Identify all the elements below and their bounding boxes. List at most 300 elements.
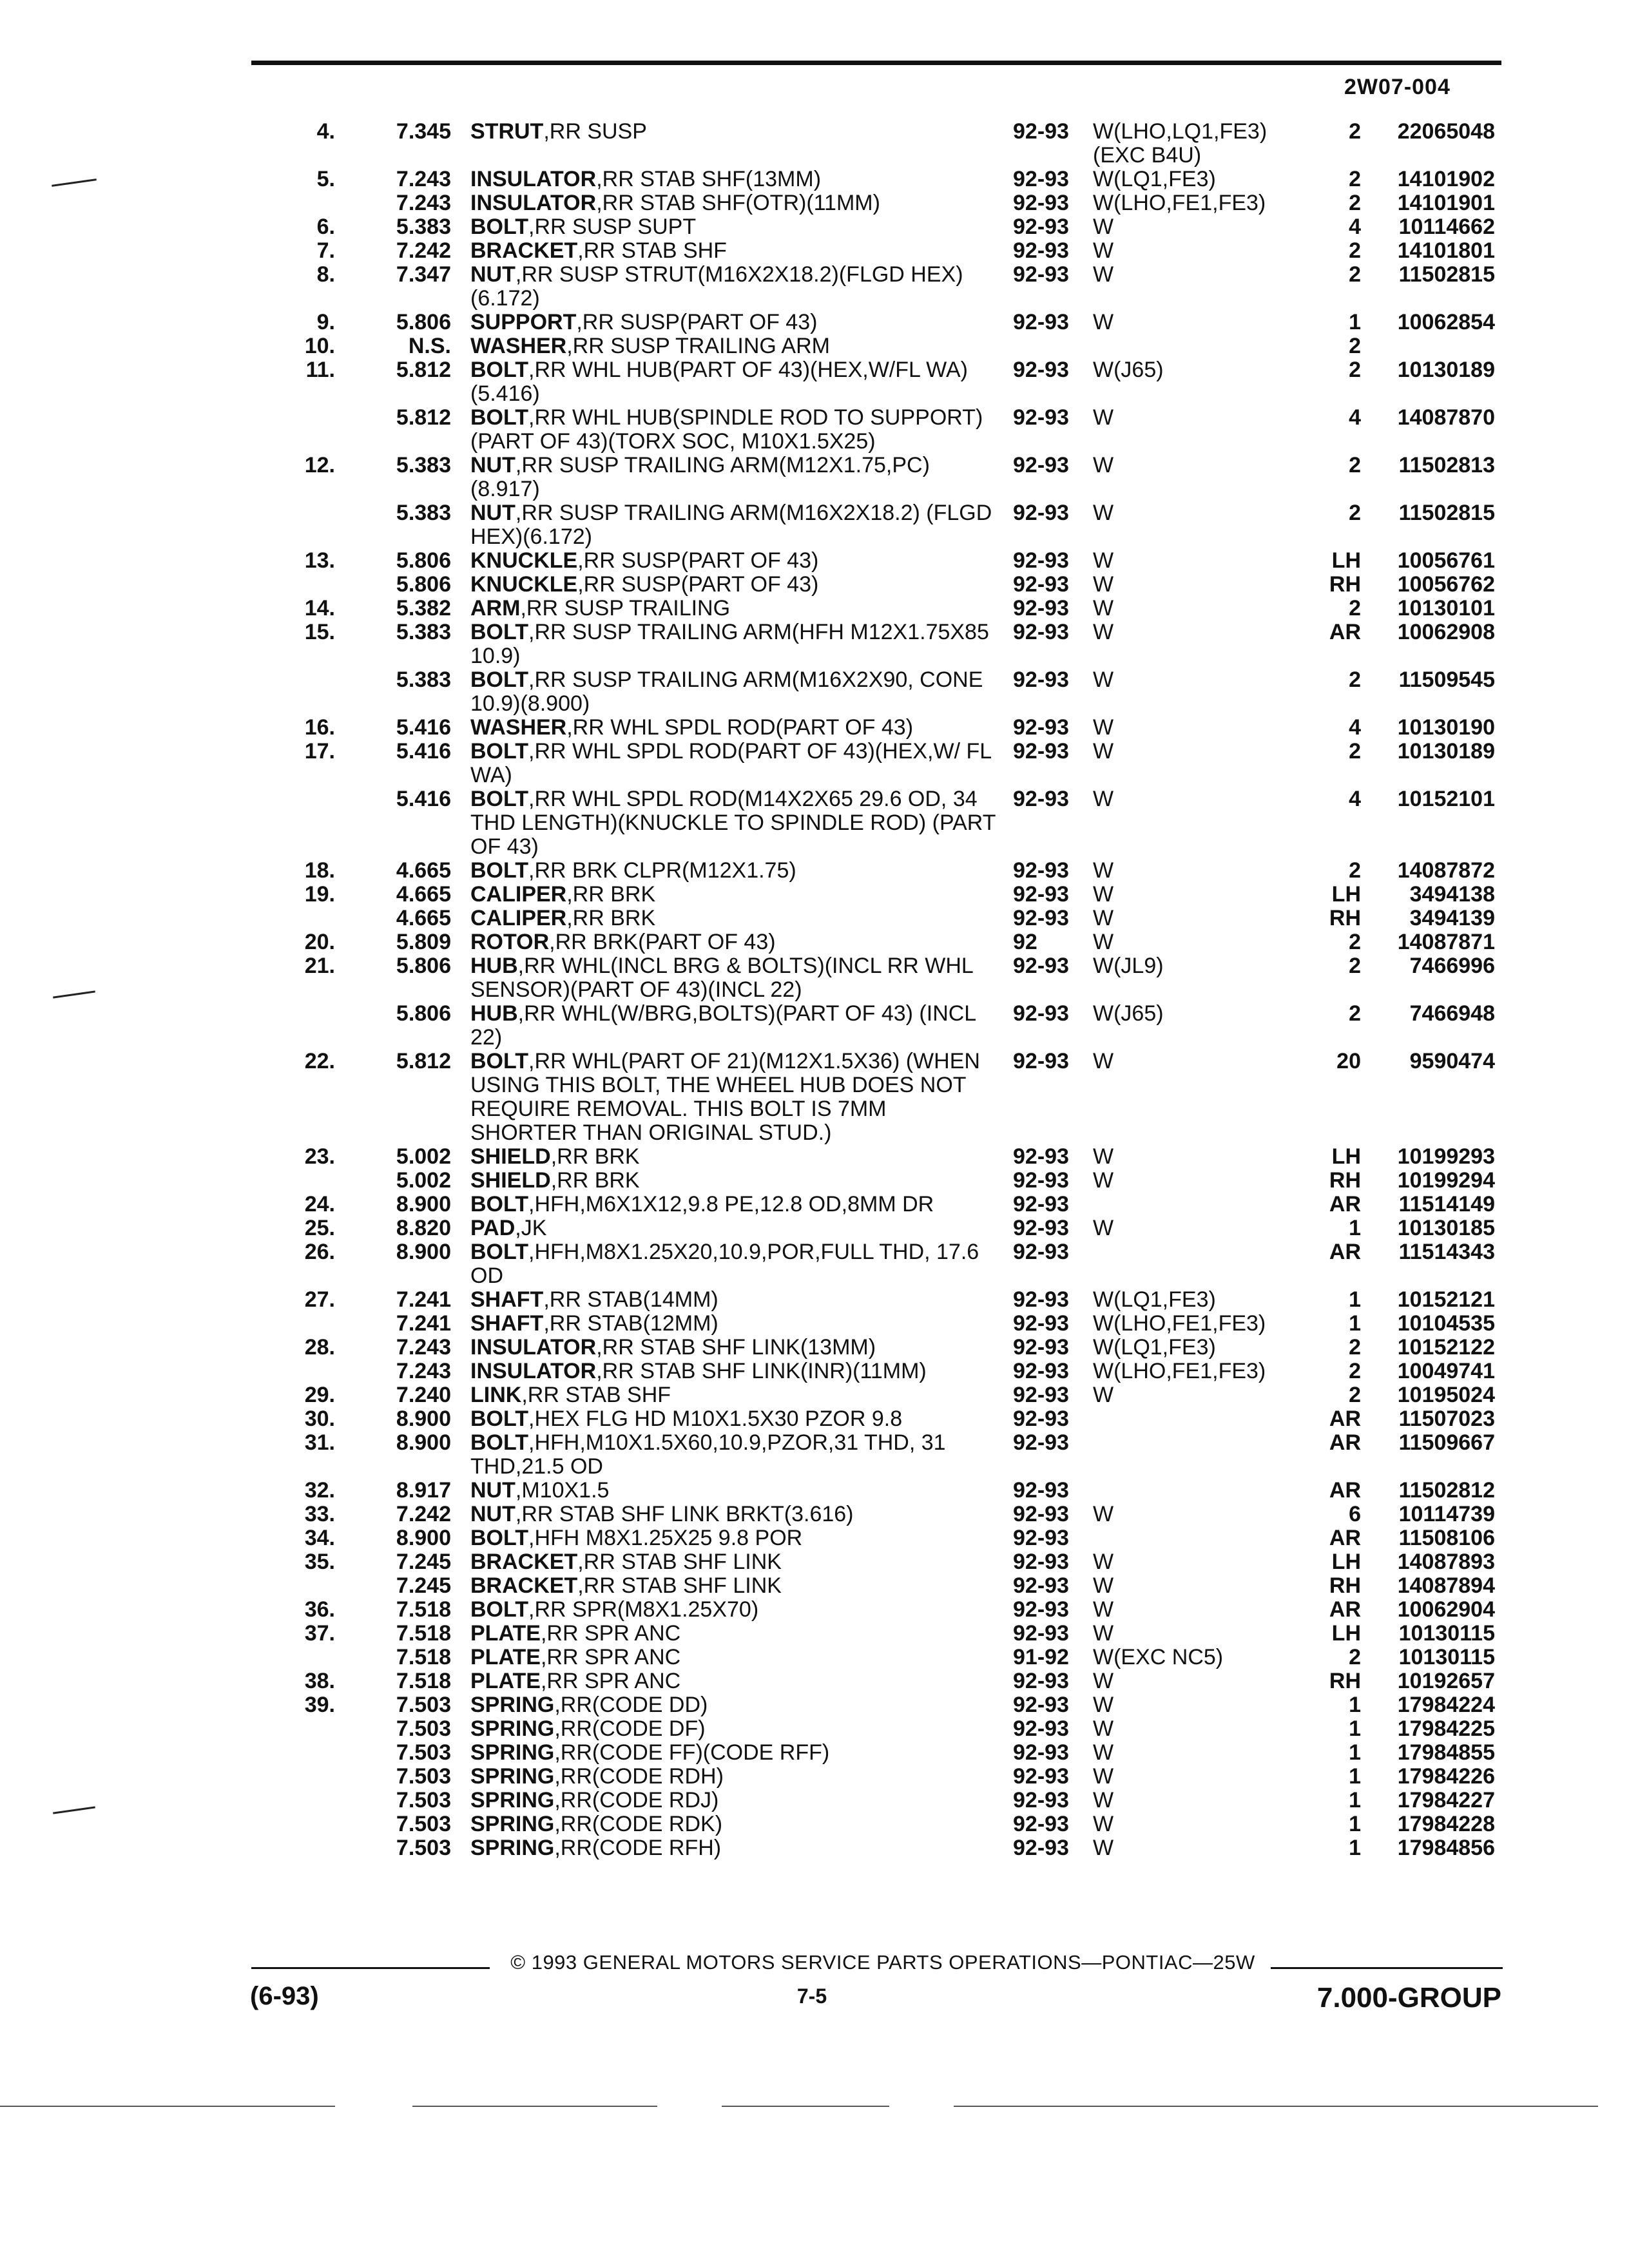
part-name: HUB — [470, 954, 518, 978]
part-number: 22065048 — [1397, 119, 1495, 144]
usage-code: W — [1093, 668, 1114, 692]
part-description — [470, 120, 999, 144]
group-number: 7.245 — [396, 1573, 451, 1598]
part-row — [0, 1717, 1629, 1741]
page-code: 2W07-004 — [1344, 75, 1451, 99]
part-row — [0, 1050, 1629, 1145]
part-name: SUPPORT — [470, 310, 577, 334]
group-number: 5.806 — [396, 548, 451, 573]
ref-number: 35. — [304, 1550, 335, 1574]
ref-number: 17. — [304, 739, 335, 764]
ref-number: 34. — [304, 1526, 335, 1550]
ref-number: 19. — [304, 882, 335, 907]
part-number: 14087872 — [1397, 858, 1495, 883]
part-number: 17984856 — [1397, 1836, 1495, 1860]
part-name: BRACKET — [470, 1573, 578, 1598]
quantity: 4 — [1349, 787, 1361, 811]
part-number: 10049741 — [1397, 1359, 1495, 1383]
model-years: 92-93 — [1013, 119, 1069, 144]
usage-code: W — [1093, 1383, 1114, 1407]
part-name: NUT — [470, 501, 516, 525]
part-name: BOLT — [470, 668, 529, 692]
group-number: 7.503 — [396, 1693, 451, 1717]
group-number: 4.665 — [396, 882, 451, 907]
quantity: 2 — [1349, 596, 1361, 620]
part-number: 10192657 — [1397, 1669, 1495, 1693]
part-row — [0, 215, 1629, 239]
group-number: 5.383 — [396, 668, 451, 692]
quantity: LH — [1331, 1621, 1361, 1646]
quantity: RH — [1329, 1669, 1361, 1693]
part-detail: ,RR BRK(PART OF 43) — [549, 930, 776, 954]
part-detail: ,RR STAB SHF — [521, 1383, 671, 1407]
part-description — [470, 907, 999, 930]
usage-code: W — [1093, 715, 1114, 740]
part-detail: ,RR SUSP STRUT(M16X2X18.2)(FLGD HEX)(6.172) — [470, 262, 963, 311]
part-name: KNUCKLE — [470, 572, 578, 597]
group-number: 8.820 — [396, 1216, 451, 1240]
quantity: 2 — [1349, 1359, 1361, 1383]
part-name: LINK — [470, 1383, 522, 1407]
usage-code: W — [1093, 787, 1114, 811]
quantity: 2 — [1349, 1645, 1361, 1669]
group-number: 7.241 — [396, 1287, 451, 1312]
quantity: 2 — [1349, 167, 1361, 191]
part-detail: ,RR STAB(12MM) — [543, 1311, 718, 1336]
usage-code: W — [1093, 739, 1114, 764]
footer-rule-left — [251, 1967, 490, 1969]
quantity: 1 — [1349, 1693, 1361, 1717]
ref-number: 10. — [304, 334, 335, 358]
part-description — [470, 1765, 999, 1789]
usage-code: W(J65) — [1093, 358, 1164, 382]
group-number: 5.002 — [396, 1144, 451, 1169]
part-name: WASHER — [470, 334, 567, 358]
model-years: 92-93 — [1013, 405, 1069, 430]
part-description — [470, 1288, 999, 1312]
part-number: 14087870 — [1397, 405, 1495, 430]
usage-code: W(LHO,FE1,FE3) — [1093, 1311, 1266, 1336]
model-years: 92-93 — [1013, 1240, 1069, 1264]
ref-number: 26. — [304, 1240, 335, 1264]
part-detail: ,RR BRK — [550, 1144, 640, 1169]
part-detail: ,HFH,M6X1X12,9.8 PE,12.8 OD,8MM DR — [528, 1192, 934, 1216]
model-years: 92-93 — [1013, 1788, 1069, 1812]
quantity: LH — [1331, 882, 1361, 907]
part-row — [0, 1360, 1629, 1383]
quantity: RH — [1329, 1168, 1361, 1193]
part-detail: ,RR SPR ANC — [540, 1669, 681, 1693]
part-description — [470, 1312, 999, 1336]
group-number: 7.242 — [396, 238, 451, 263]
part-row — [0, 454, 1629, 501]
usage-code: W — [1093, 906, 1114, 930]
model-years: 92-93 — [1013, 1669, 1069, 1693]
model-years: 92-93 — [1013, 1812, 1069, 1836]
part-row — [0, 1336, 1629, 1360]
ref-number: 39. — [304, 1693, 335, 1717]
usage-code: W(LHO,FE1,FE3) — [1093, 191, 1266, 215]
part-description — [470, 1169, 999, 1193]
part-row — [0, 954, 1629, 1002]
model-years: 92-93 — [1013, 1550, 1069, 1574]
quantity: 2 — [1349, 119, 1361, 144]
quantity: AR — [1329, 1240, 1361, 1264]
footer-copyright: © 1993 GENERAL MOTORS SERVICE PARTS OPERATIONS—PONTIAC—25W — [510, 1951, 1255, 1974]
group-number: 7.345 — [396, 119, 451, 144]
part-description — [470, 1622, 999, 1646]
part-description — [470, 620, 999, 668]
part-description — [470, 1479, 999, 1503]
model-years: 92-93 — [1013, 1430, 1069, 1455]
part-description — [470, 334, 999, 358]
part-row — [0, 1216, 1629, 1240]
part-number: 11508106 — [1398, 1526, 1495, 1550]
quantity: 1 — [1349, 1740, 1361, 1765]
part-name: SPRING — [470, 1836, 555, 1860]
part-number: 11502815 — [1398, 262, 1495, 287]
quantity: LH — [1331, 1144, 1361, 1169]
part-detail: ,RR(CODE RFH) — [554, 1836, 722, 1860]
part-description — [470, 191, 999, 215]
usage-code: W — [1093, 548, 1114, 573]
model-years: 92-93 — [1013, 1144, 1069, 1169]
model-years: 92-93 — [1013, 548, 1069, 573]
group-number: 7.245 — [396, 1550, 451, 1574]
part-number: 10199293 — [1397, 1144, 1495, 1169]
usage-code: W — [1093, 1597, 1114, 1622]
group-number: 8.900 — [396, 1240, 451, 1264]
ref-number: 30. — [304, 1407, 335, 1431]
part-name: BOLT — [470, 358, 529, 382]
footer-rule-right — [1271, 1967, 1503, 1969]
part-description — [470, 787, 999, 859]
part-description — [470, 1789, 999, 1812]
usage-code: W — [1093, 262, 1114, 287]
part-detail: ,RR SUSP SUPT — [528, 215, 697, 239]
model-years: 92-93 — [1013, 1168, 1069, 1193]
part-number: 10104535 — [1397, 1311, 1495, 1336]
part-description — [470, 1336, 999, 1360]
quantity: 1 — [1349, 1788, 1361, 1812]
model-years: 91-92 — [1013, 1645, 1069, 1669]
part-description — [470, 454, 999, 501]
part-number: 7466948 — [1409, 1001, 1495, 1026]
part-name: BOLT — [470, 1597, 529, 1622]
model-years: 92-93 — [1013, 668, 1069, 692]
scan-line — [412, 2106, 657, 2107]
group-number: 8.900 — [396, 1430, 451, 1455]
quantity: 2 — [1349, 930, 1361, 954]
part-detail: ,RR(CODE RDK) — [554, 1812, 723, 1836]
part-row — [0, 1812, 1629, 1836]
quantity: 2 — [1349, 238, 1361, 263]
part-row — [0, 1789, 1629, 1812]
model-years: 92-93 — [1013, 262, 1069, 287]
group-number: 5.806 — [396, 954, 451, 978]
group-number: 8.917 — [396, 1478, 451, 1503]
part-name: CALIPER — [470, 906, 567, 930]
quantity: AR — [1329, 1192, 1361, 1216]
model-years: 92-93 — [1013, 954, 1069, 978]
quantity: 2 — [1349, 191, 1361, 215]
part-number: 10195024 — [1397, 1383, 1495, 1407]
model-years: 92-93 — [1013, 1407, 1069, 1431]
part-detail: ,RR SPR(M8X1.25X70) — [528, 1597, 759, 1622]
quantity: 20 — [1336, 1049, 1361, 1073]
model-years: 92-93 — [1013, 1836, 1069, 1860]
model-years: 92-93 — [1013, 1216, 1069, 1240]
quantity: 2 — [1349, 262, 1361, 287]
part-detail: ,RR WHL(PART OF 21)(M12X1.5X36) (WHEN USING THIS BOLT, THE WHEEL HUB DOES NOT REQUIRE REMOVAL. THIS BOLT IS 7MM SHORTER THAN ORIGINAL STUD.) — [470, 1049, 980, 1145]
usage-code: W — [1093, 405, 1114, 430]
part-row — [0, 406, 1629, 454]
part-row — [0, 907, 1629, 930]
part-description — [470, 597, 999, 620]
model-years: 92-93 — [1013, 1621, 1069, 1646]
footer-date: (6-93) — [250, 1982, 319, 2010]
model-years: 92-93 — [1013, 453, 1069, 477]
model-years: 92-93 — [1013, 167, 1069, 191]
part-description — [470, 573, 999, 597]
model-years: 92-93 — [1013, 882, 1069, 907]
usage-code: W — [1093, 596, 1114, 620]
quantity: AR — [1329, 1526, 1361, 1550]
quantity: 2 — [1349, 954, 1361, 978]
part-name: BOLT — [470, 405, 529, 430]
ref-number: 20. — [304, 930, 335, 954]
quantity: 2 — [1349, 1335, 1361, 1360]
part-detail: ,RR WHL HUB(PART OF 43)(HEX,W/FL WA)(5.416) — [470, 358, 968, 406]
part-detail: ,HFH M8X1.25X25 9.8 POR — [528, 1526, 803, 1550]
part-number: 10152101 — [1397, 787, 1495, 811]
model-years: 92 — [1013, 930, 1037, 954]
part-number: 17984227 — [1397, 1788, 1495, 1812]
ref-number: 25. — [304, 1216, 335, 1240]
part-number: 10130189 — [1397, 739, 1495, 764]
quantity: 2 — [1349, 739, 1361, 764]
part-description — [470, 1407, 999, 1431]
part-description — [470, 1431, 999, 1479]
model-years: 92-93 — [1013, 1335, 1069, 1360]
group-number: 5.812 — [396, 358, 451, 382]
part-name: SHAFT — [470, 1311, 544, 1336]
part-row — [0, 716, 1629, 740]
part-detail: ,RR STAB SHF LINK — [577, 1550, 782, 1574]
part-detail: ,RR SUSP(PART OF 43) — [577, 572, 819, 597]
part-row — [0, 859, 1629, 883]
part-detail: ,RR WHL SPDL ROD(PART OF 43)(HEX,W/ FL WA) — [470, 739, 991, 787]
part-number: 10062908 — [1397, 620, 1495, 644]
group-number: 7.503 — [396, 1740, 451, 1765]
part-row — [0, 597, 1629, 620]
part-row — [0, 787, 1629, 859]
part-description — [470, 1503, 999, 1526]
part-row — [0, 1598, 1629, 1622]
part-description — [470, 1550, 999, 1574]
part-detail: ,RR SUSP TRAILING ARM(M12X1.75,PC) (8.917) — [470, 453, 930, 501]
group-number: 7.243 — [396, 1359, 451, 1383]
part-row — [0, 501, 1629, 549]
model-years: 92-93 — [1013, 596, 1069, 620]
part-name: KNUCKLE — [470, 548, 578, 573]
usage-code: W — [1093, 1812, 1114, 1836]
part-name: BOLT — [470, 620, 529, 644]
part-detail: ,RR SUSP TRAILING ARM(M16X2X90, CONE 10.9)(8.900) — [470, 668, 983, 716]
ref-number: 4. — [316, 119, 335, 144]
part-name: CALIPER — [470, 882, 567, 907]
model-years: 92-93 — [1013, 1383, 1069, 1407]
model-years: 92-93 — [1013, 1049, 1069, 1073]
model-years: 92-93 — [1013, 1573, 1069, 1598]
usage-code: W(LHO,LQ1,FE3) — [1093, 119, 1268, 144]
part-detail: ,RR STAB SHF LINK — [577, 1573, 782, 1598]
part-description — [470, 501, 999, 549]
group-number: 7.503 — [396, 1788, 451, 1812]
quantity: 1 — [1349, 1216, 1361, 1240]
ref-number: 16. — [304, 715, 335, 740]
group-number: 5.383 — [396, 501, 451, 525]
part-number: 9590474 — [1409, 1049, 1495, 1073]
part-number: 10130185 — [1397, 1216, 1495, 1240]
part-number: 14101901 — [1397, 191, 1495, 215]
quantity: 2 — [1349, 453, 1361, 477]
part-name: ARM — [470, 596, 521, 620]
group-number: 8.900 — [396, 1407, 451, 1431]
group-number: 7.518 — [396, 1621, 451, 1646]
ref-number: 22. — [304, 1049, 335, 1073]
part-row — [0, 334, 1629, 358]
quantity: 1 — [1349, 1764, 1361, 1789]
usage-code: W(LQ1,FE3) — [1093, 1287, 1216, 1312]
part-description — [470, 263, 999, 311]
part-row — [0, 1145, 1629, 1169]
quantity: 1 — [1349, 1716, 1361, 1741]
group-number: 7.241 — [396, 1311, 451, 1336]
part-name: WASHER — [470, 715, 567, 740]
part-detail: ,RR STAB SHF LINK BRKT(3.616) — [515, 1502, 854, 1526]
usage-code: W — [1093, 1502, 1114, 1526]
part-description — [470, 1193, 999, 1216]
part-row — [0, 120, 1629, 168]
part-number: 3494139 — [1409, 906, 1495, 930]
part-name: BOLT — [470, 1430, 529, 1455]
ref-number: 5. — [316, 167, 335, 191]
part-name: SPRING — [470, 1740, 555, 1765]
model-years: 92-93 — [1013, 1693, 1069, 1717]
part-row — [0, 930, 1629, 954]
usage-code: W — [1093, 1836, 1114, 1860]
quantity: 2 — [1349, 858, 1361, 883]
part-name: SPRING — [470, 1812, 555, 1836]
part-name: BRACKET — [470, 1550, 578, 1574]
ref-number: 8. — [316, 262, 335, 287]
part-number: 14087893 — [1397, 1550, 1495, 1574]
part-detail: ,RR SUSP(PART OF 43) — [576, 310, 818, 334]
part-number: 10152122 — [1397, 1335, 1495, 1360]
model-years: 92-93 — [1013, 1359, 1069, 1383]
part-description — [470, 549, 999, 573]
part-detail: ,RR WHL SPDL ROD(PART OF 43) — [566, 715, 914, 740]
group-number: 5.416 — [396, 787, 451, 811]
model-years: 92-93 — [1013, 1740, 1069, 1765]
part-row — [0, 1002, 1629, 1050]
quantity: 6 — [1349, 1502, 1361, 1526]
part-name: BOLT — [470, 215, 529, 239]
group-number: 8.900 — [396, 1192, 451, 1216]
group-number: 7.240 — [396, 1383, 451, 1407]
ref-number: 9. — [316, 310, 335, 334]
part-description — [470, 311, 999, 334]
part-row — [0, 883, 1629, 907]
part-description — [470, 1693, 999, 1717]
part-name: HUB — [470, 1001, 518, 1026]
quantity: 1 — [1349, 1311, 1361, 1336]
part-name: PLATE — [470, 1621, 541, 1646]
part-row — [0, 740, 1629, 787]
part-row — [0, 1479, 1629, 1503]
part-name: SPRING — [470, 1764, 555, 1789]
part-detail: ,RR BRK — [566, 882, 656, 907]
part-number: 10114739 — [1398, 1502, 1495, 1526]
part-description — [470, 859, 999, 883]
part-number: 17984855 — [1397, 1740, 1495, 1765]
part-number: 10130101 — [1397, 596, 1495, 620]
part-description — [470, 716, 999, 740]
part-number: 14087894 — [1397, 1573, 1495, 1598]
quantity: 1 — [1349, 1812, 1361, 1836]
group-number: 5.809 — [396, 930, 451, 954]
quantity: LH — [1331, 548, 1361, 573]
usage-code: W(LQ1,FE3) — [1093, 167, 1216, 191]
part-row — [0, 1407, 1629, 1431]
part-description — [470, 1812, 999, 1836]
quantity: LH — [1331, 1550, 1361, 1574]
group-number: 7.518 — [396, 1669, 451, 1693]
part-detail: ,RR STAB SHF LINK(13MM) — [596, 1335, 876, 1360]
quantity: 2 — [1349, 1383, 1361, 1407]
top-rule — [251, 61, 1501, 65]
model-years: 92-93 — [1013, 620, 1069, 644]
part-row — [0, 168, 1629, 191]
quantity: AR — [1329, 620, 1361, 644]
part-row — [0, 1431, 1629, 1479]
usage-code: W(LHO,FE1,FE3) — [1093, 1359, 1266, 1383]
part-description — [470, 406, 999, 454]
usage-code: W — [1093, 572, 1114, 597]
group-number: 7.503 — [396, 1836, 451, 1860]
model-years: 92-93 — [1013, 501, 1069, 525]
part-name: BOLT — [470, 1192, 529, 1216]
usage-code: W — [1093, 1049, 1114, 1073]
group-number: 5.812 — [396, 1049, 451, 1073]
part-number: 10130115 — [1398, 1645, 1495, 1669]
group-number: N.S. — [408, 334, 451, 358]
part-name: BOLT — [470, 787, 529, 811]
usage-code: W — [1093, 930, 1114, 954]
model-years: 92-93 — [1013, 1502, 1069, 1526]
part-description — [470, 1526, 999, 1550]
ref-number: 29. — [304, 1383, 335, 1407]
part-detail: ,RR(CODE DF) — [554, 1716, 706, 1741]
usage-code: W(EXC NC5) — [1093, 1645, 1224, 1669]
group-number: 4.665 — [396, 906, 451, 930]
part-name: SHIELD — [470, 1144, 551, 1169]
part-number: 17984224 — [1397, 1693, 1495, 1717]
part-description — [470, 1669, 999, 1693]
part-row — [0, 358, 1629, 406]
part-number: 17984228 — [1397, 1812, 1495, 1836]
